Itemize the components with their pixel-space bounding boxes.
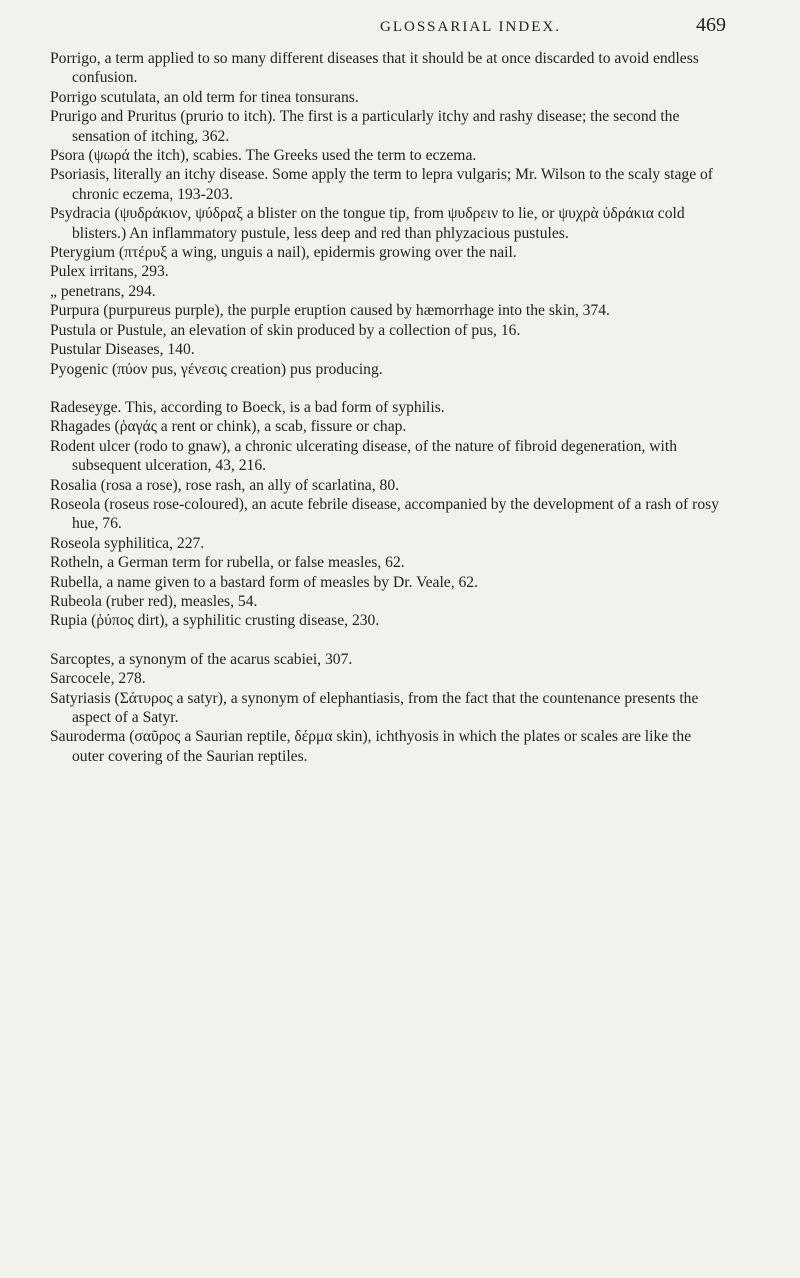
glossary-entry [50, 650, 726, 669]
entry-term: „ penetrans [50, 282, 121, 300]
entry-definition: (ruber red), measles, 54. [101, 592, 258, 610]
entry-definition: , 294. [120, 282, 156, 300]
entry-term: Pterygium [50, 244, 115, 262]
entry-definition: (ψυδράκιον, ψύδραξ a blister on the tongue tip, from ψυδρειν to lie, or ψυχρὰ ὑδράκια cold blisters.) An inflammatory pustule, less deep and red than phlyzacious pustules. [72, 205, 685, 242]
glossary-entry [50, 146, 726, 165]
entry-definition: , literally an itchy disease. Some apply the term to lepra vulgaris; Mr. Wilson to the scaly stage of chronic eczema, 193-203. [72, 166, 713, 203]
entry-definition: , a term applied to so many different diseases that it should be at once discarded to avoid endless confusion. [72, 50, 699, 87]
glossary-entry [50, 495, 726, 534]
entry-definition: (πτέρυξ a wing, unguis a nail), epidermis growing over the nail. [114, 244, 517, 262]
entry-definition: , an elevation of skin produced by a collection of pus, 16. [162, 321, 521, 339]
entry-definition: (rodo to gnaw), a chronic ulcerating disease, of the nature of fibroid degeneration, with subsequent ulceration, 43, 216. [72, 437, 677, 475]
glossary-entry [50, 611, 726, 630]
glossary-entry [50, 398, 726, 417]
section-gap [50, 379, 726, 398]
glossary-entry [50, 417, 726, 436]
entry-term: Sarcocele [50, 670, 111, 688]
entry-definition: , a German term for rubella, or false measles, 62. [99, 554, 405, 572]
entry-term: Roseola syphilitica [50, 534, 170, 552]
entry-term: Pulex irritans [50, 263, 134, 281]
entry-term: Pustula or Pustule [50, 321, 163, 339]
entry-term: Rhagades [50, 418, 111, 436]
entry-term: Prurigo and Pruritus [50, 108, 177, 126]
glossary-entry [50, 727, 726, 766]
entry-term: Rosalia [50, 476, 97, 494]
entry-definition: , 293. [133, 263, 169, 281]
glossary-entry [50, 165, 726, 204]
glossary-entry [50, 553, 726, 572]
glossary-entry [50, 301, 726, 320]
entry-term: Porrigo scutulata [50, 88, 157, 106]
entry-term: Porrigo [50, 50, 97, 67]
glossary-entry [50, 669, 726, 688]
entry-term: Sauroderma [50, 728, 126, 746]
page-number: 469 [696, 14, 726, 36]
entry-term: Radeseyge [50, 398, 118, 416]
entry-definition: (rosa a rose), rose rash, an ally of scarlatina, 80. [96, 476, 400, 494]
entry-definition: , a synonym of the acarus scabiei, 307. [110, 650, 353, 668]
entry-term: Satyriasis [50, 689, 111, 707]
glossary-entry [50, 437, 726, 476]
entry-term: Pustular Diseases [50, 341, 160, 359]
glossary-entry [50, 243, 726, 262]
entry-term: Psoriasis [50, 166, 106, 184]
entry-definition: (ψωρά the itch), scabies. The Greeks used the term to eczema. [84, 147, 477, 165]
glossary-entry [50, 360, 726, 379]
entry-definition: . This, according to Boeck, is a bad form of syphilis. [117, 398, 445, 416]
entry-definition: (σαῦρος a Saurian reptile, δέρμα skin), ichthyosis in which the plates or scales are like the outer covering of the Saurian reptiles. [72, 728, 692, 765]
entry-definition: (Σάτυρος a satyr), a synonym of elephantiasis, from the fact that the countenance presents the aspect of a Satyr. [72, 689, 699, 726]
entry-definition: , 140. [159, 341, 195, 359]
entry-term: Roseola [50, 495, 101, 513]
section-gap [50, 631, 726, 650]
glossary-entry [50, 340, 726, 359]
glossary-entry [50, 262, 726, 281]
entry-definition: (ῥαγάς a rent or chink), a scab, fissure or chap. [110, 418, 407, 436]
entry-term: Pyogenic [50, 360, 109, 378]
glossary-entry [50, 88, 726, 107]
entry-term: Rotheln [50, 554, 100, 572]
glossary-entry [50, 107, 726, 146]
entry-definition: (roseus rose-coloured), an acute febrile disease, accompanied by the development of a rash of rosy hue, 76. [72, 495, 719, 533]
entry-term: Sarcoptes [50, 650, 111, 668]
entry-term: Purpura [50, 302, 100, 320]
glossary-entry [50, 689, 726, 728]
glossary-entry [50, 282, 726, 301]
glossary-entries [50, 49, 726, 766]
entry-definition: (πύον pus, γένεσις creation) pus producing. [108, 360, 383, 378]
glossary-entry [50, 573, 726, 592]
entry-term: Psydracia [50, 205, 111, 223]
glossary-entry [50, 534, 726, 553]
entry-definition: , 227. [169, 534, 205, 552]
glossary-entry [50, 204, 726, 243]
entry-definition: , an old term for tinea tonsurans. [156, 88, 359, 106]
glossary-entry [50, 476, 726, 495]
glossary-entry [50, 592, 726, 611]
entry-definition: , a name given to a bastard form of measles by Dr. Veale, 62. [98, 573, 478, 591]
entry-term: Rubella [50, 573, 99, 591]
entry-term: Rupia [50, 612, 88, 630]
running-title: GLOSSARIAL INDEX. [380, 19, 561, 35]
entry-term: Rodent ulcer [50, 437, 131, 455]
entry-term: Rubeola [50, 592, 102, 610]
glossary-entry [50, 49, 726, 88]
entry-definition: , 278. [110, 670, 146, 688]
entry-term: Psora [50, 147, 85, 165]
entry-definition: (ῥύπος dirt), a syphilitic crusting disease, 230. [87, 612, 380, 630]
entry-definition: (purpureus purple), the purple eruption caused by hæmorrhage into the skin, 374. [99, 302, 610, 320]
entry-definition: (prurio to itch). The first is a particularly itchy and rashy disease; the second the sensation of itching, 362. [72, 108, 680, 145]
glossary-entry [50, 321, 726, 340]
running-header [380, 14, 726, 37]
